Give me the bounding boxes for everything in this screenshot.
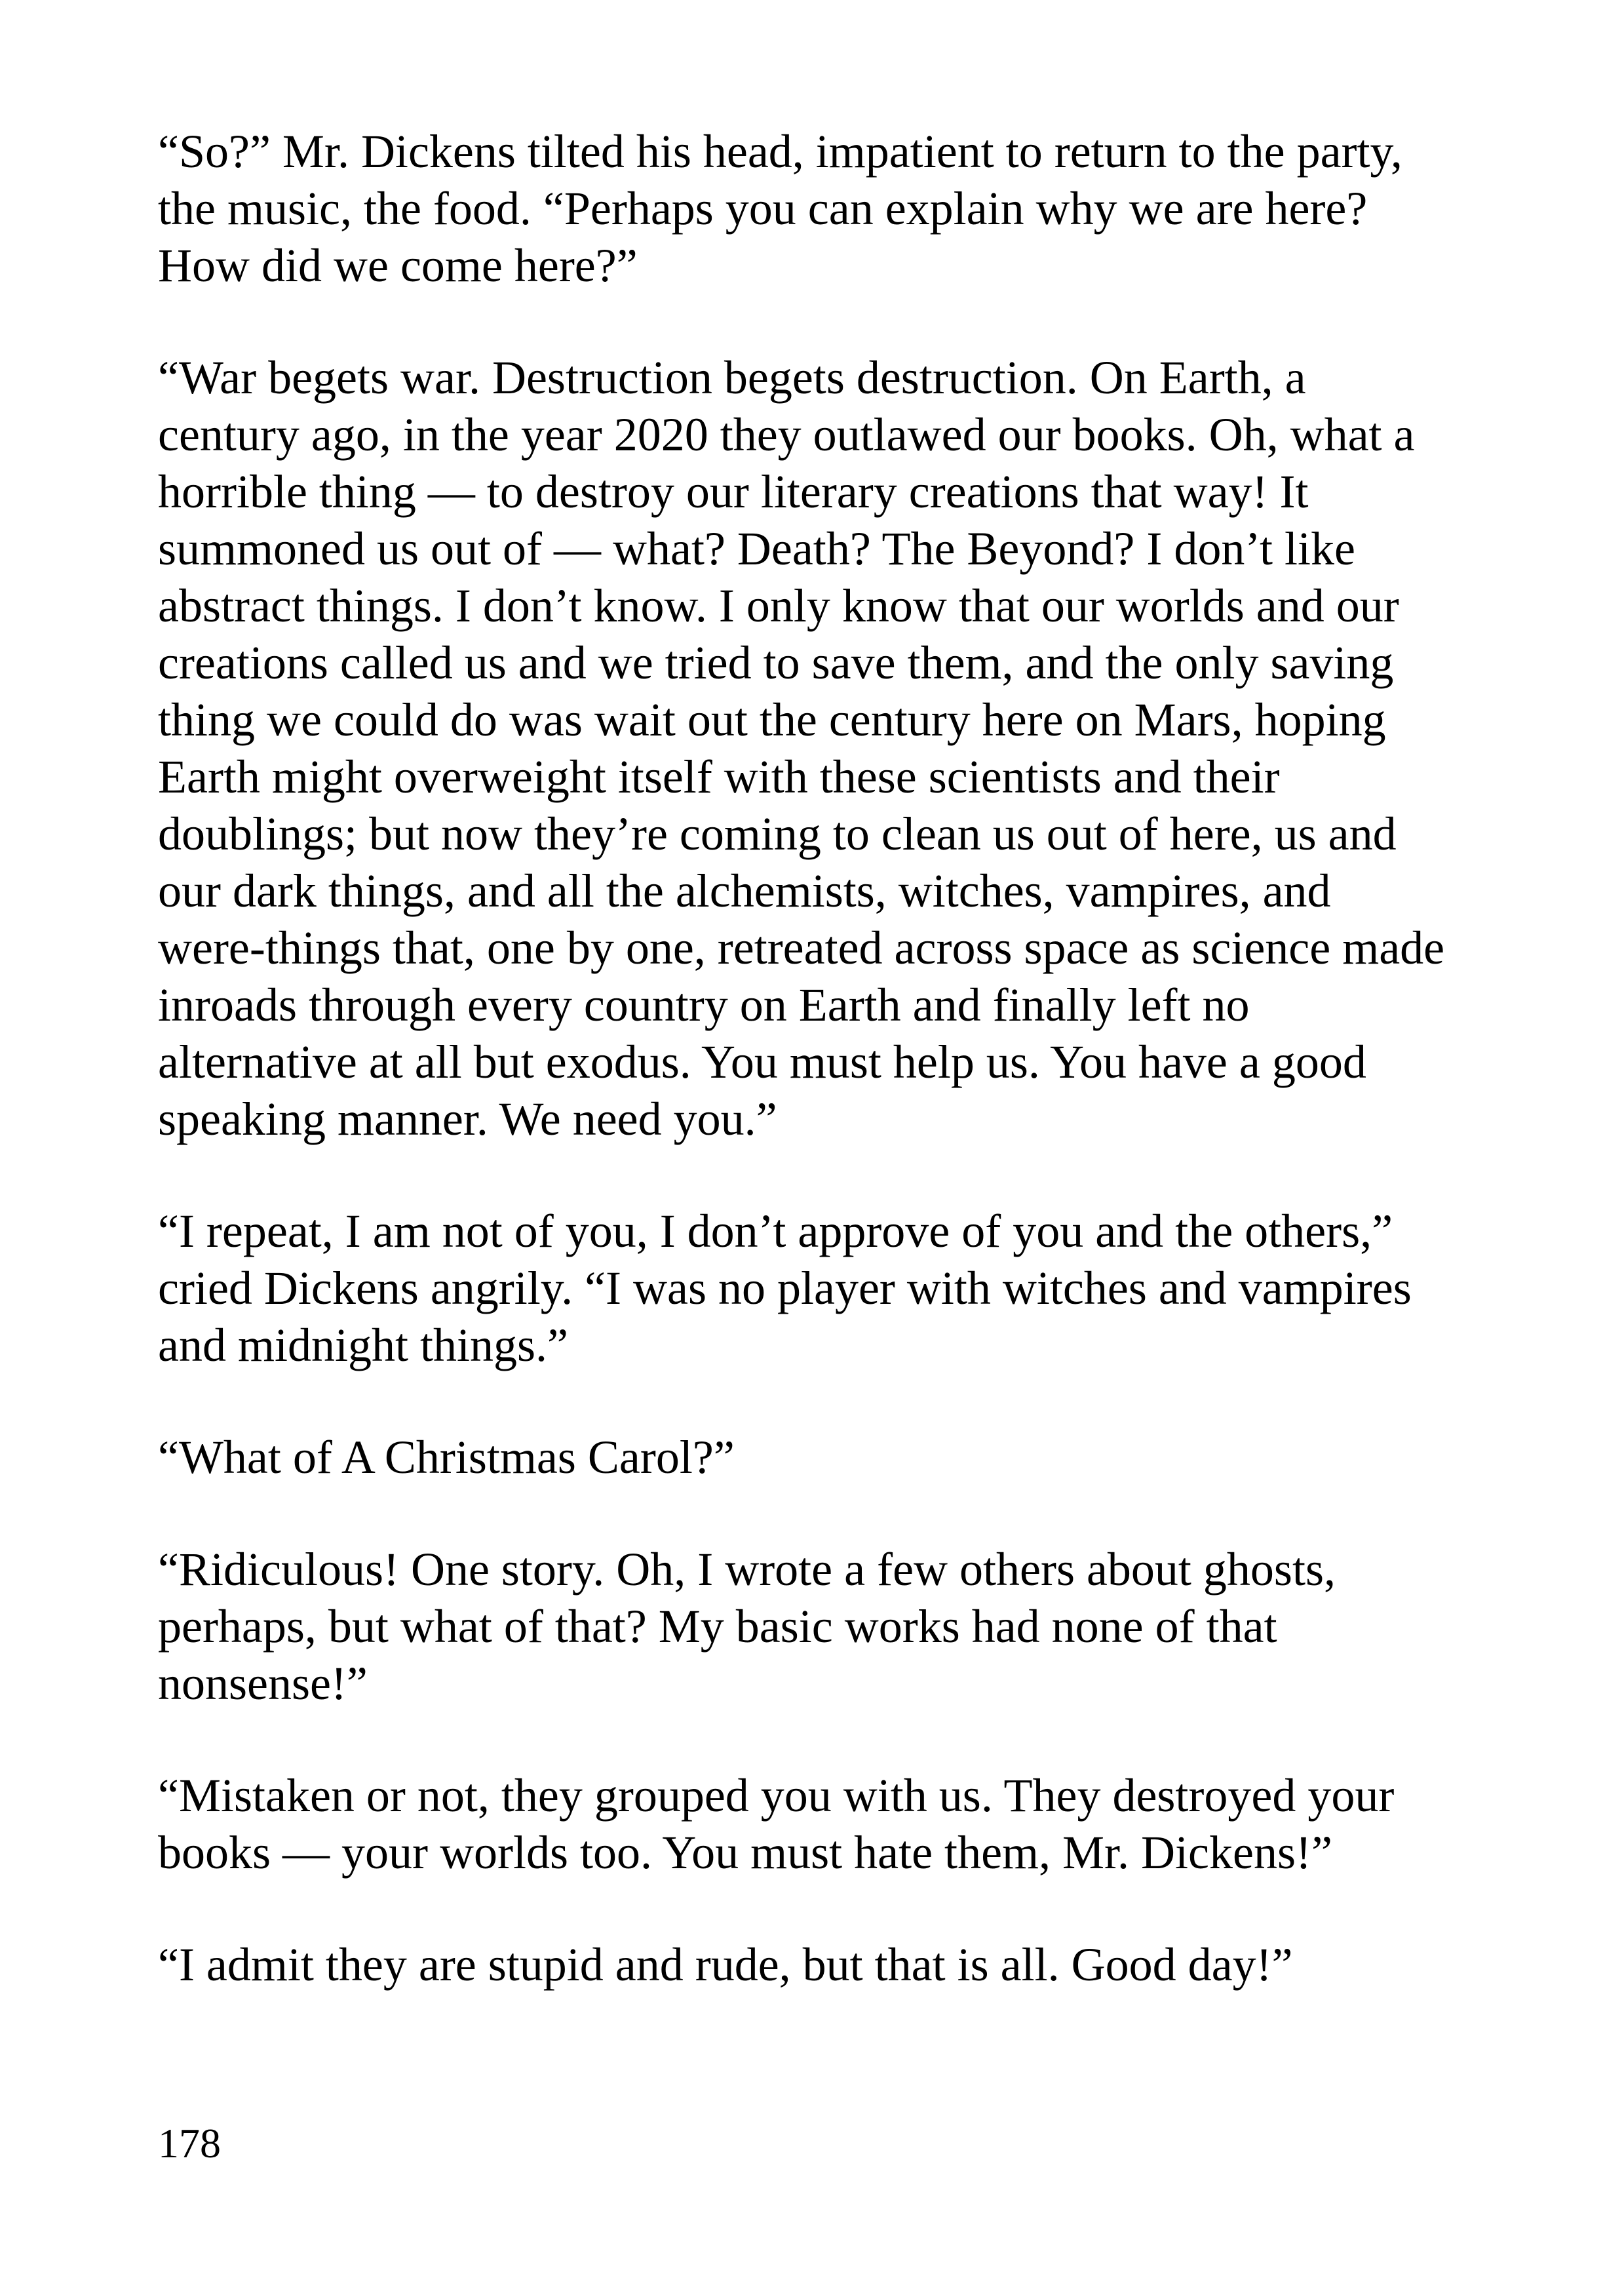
page-body: [158, 123, 1521, 2048]
paragraph-2: “War begets war. Destruction begets destruction. On Earth, a century ago, in the year 2020 they outlawed our books. Oh, what a horrible thing — to destroy our literary creations that way! It summoned us out of — what? Death? The Beyond? I don’t like abstract things. I don’t know. I only know that our worlds and our creations called us and we tried to save them, and the only saving thing we could do was wait out the century here on Mars, hoping Earth might overweight itself with these scientists and their doublings; but now they’re coming to clean us out of here, us and our dark things, and all the alchemists, witches, vampires, and were-things that, one by one, retreated across space as science made inroads through every country on Earth and finally left no alternative at all but exodus. You must help us. You have a good speaking manner. We need you.”: [158, 351, 1445, 1145]
paragraph-7: “I admit they are stupid and rude, but that is all. Good day!”: [158, 1938, 1293, 1991]
paragraph-5: “Ridiculous! One story. Oh, I wrote a few others about ghosts, perhaps, but what of that? My basic works had none of that nonsense!”: [158, 1543, 1336, 1710]
paragraph-6: “Mistaken or not, they grouped you with us. They destroyed your books — your worlds too. You must hate them, Mr. Dickens!”: [158, 1769, 1395, 1879]
paragraph-1: “So?” Mr. Dickens tilted his head, impatient to return to the party, the music, the food. “Perhaps you can explain why we are here? How did we come here?”: [158, 125, 1402, 292]
page-number: 178: [158, 2120, 221, 2166]
paragraph-4: “What of A Christmas Carol?”: [158, 1431, 735, 1483]
paragraph-3: “I repeat, I am not of you, I don’t approve of you and the others,” cried Dickens angrily. “I was no player with witches and vampires and midnight things.”: [158, 1205, 1412, 1371]
